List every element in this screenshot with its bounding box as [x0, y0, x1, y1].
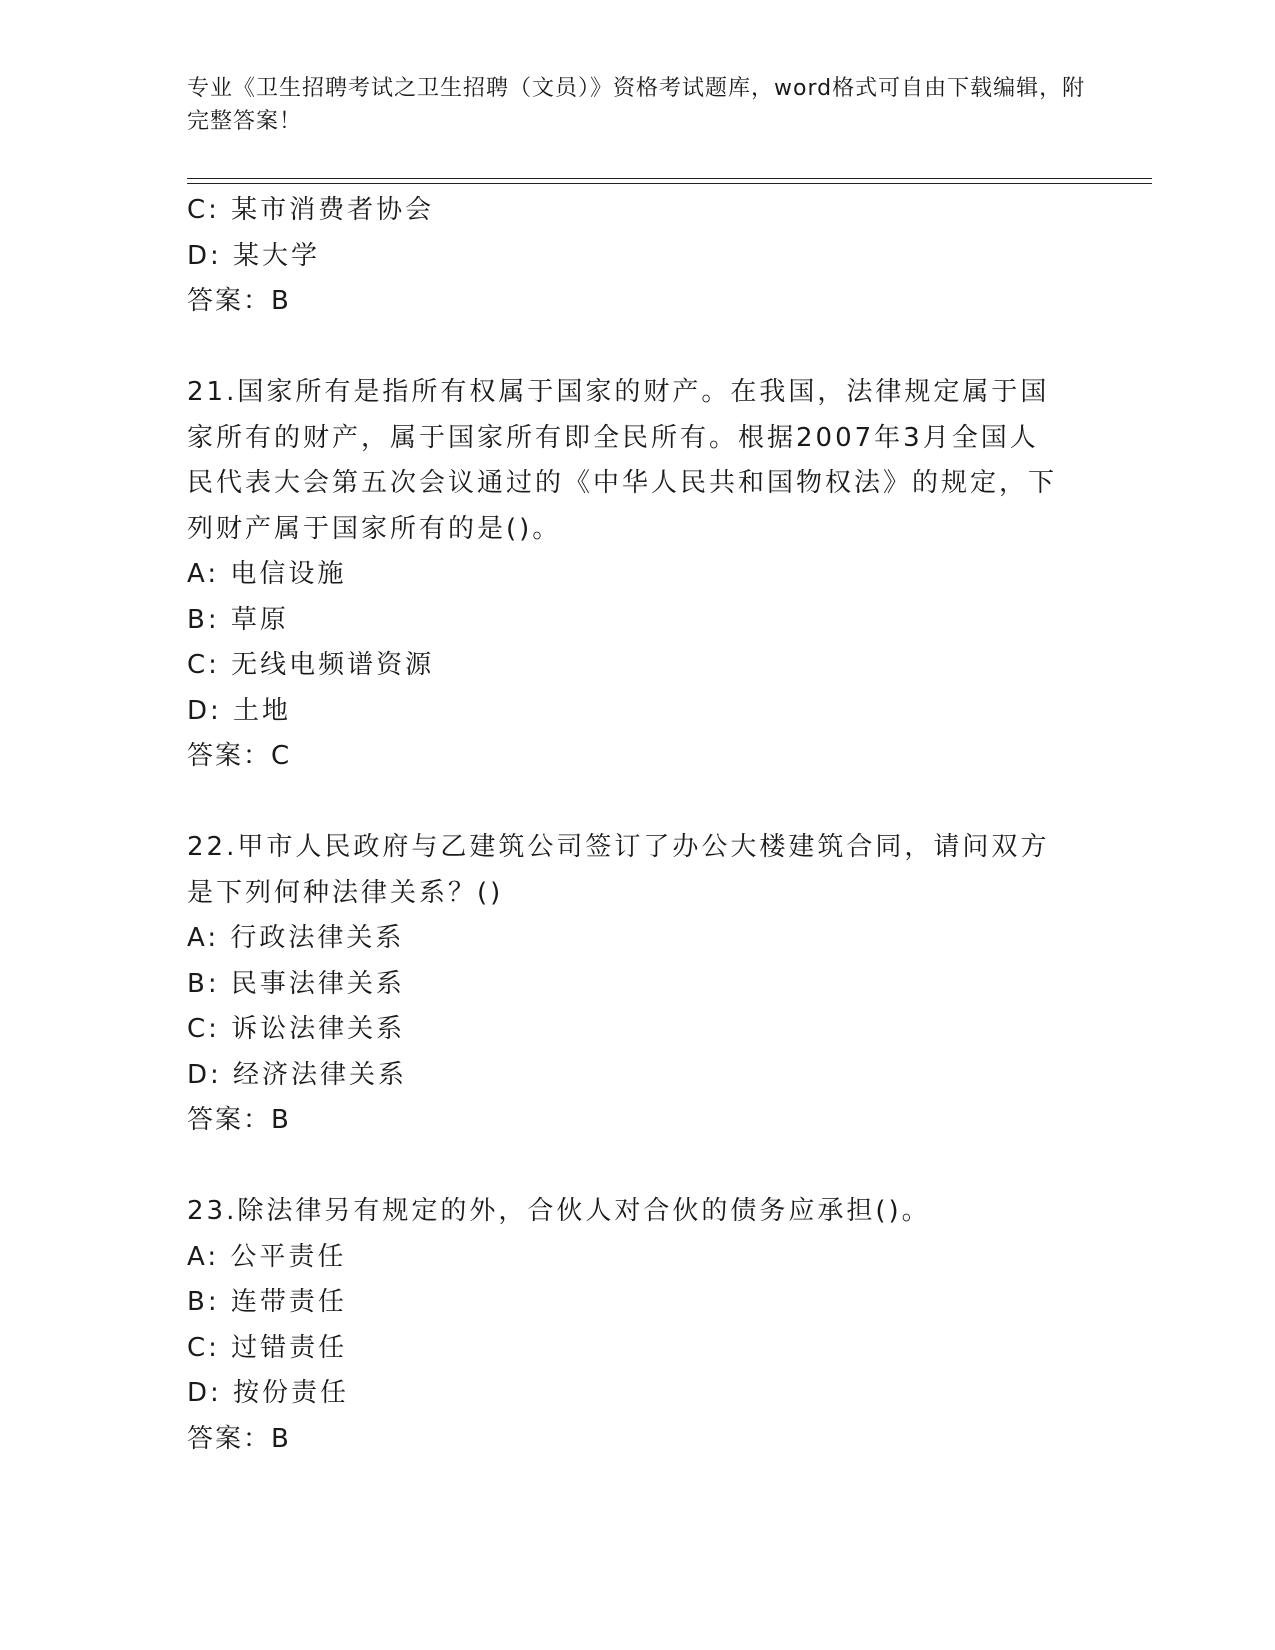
option-b: B: 民事法律关系 [187, 968, 405, 999]
option-c: C: 某市消费者协会 [187, 195, 435, 225]
spacer [187, 1144, 1087, 1190]
option-d: D: 按份责任 [187, 1378, 350, 1408]
option-d: D: 经济法律关系 [187, 1059, 408, 1090]
header-rule-top [187, 178, 1152, 179]
answer-line: 答案：C [187, 741, 292, 771]
previous-question-tail [187, 188, 1087, 325]
header-rule-bottom [187, 183, 1152, 184]
option-d: D: 某大学 [187, 240, 321, 271]
question-22 [187, 825, 1087, 1144]
option-b: B: 连带责任 [187, 1287, 347, 1317]
option-a: A: 电信设施 [187, 559, 347, 589]
option-d: D: 土地 [187, 695, 292, 726]
question-stem: 22.甲市人民政府与乙建筑公司签订了办公大楼建筑合同，请问双方是下列何种法律关系？() [187, 832, 1050, 908]
option-c: C: 诉讼法律关系 [187, 1014, 406, 1044]
option-c: C: 过错责任 [187, 1332, 348, 1363]
spacer [187, 780, 1087, 826]
answer-line: 答案：B [187, 286, 291, 316]
answer-line: 答案：B [187, 1105, 291, 1135]
question-21 [187, 370, 1087, 780]
answer-line: 答案：B [187, 1423, 291, 1454]
question-23 [187, 1189, 1087, 1462]
question-stem: 21.国家所有是指所有权属于国家的财产。在我国，法律规定属于国家所有的财产，属于国家所有即全民所有。根据2007年3月全国人民代表大会第五次会议通过的《中华人民共和国物权法》的规定，下列财产属于国家所有的是()。 [187, 377, 1058, 544]
option-a: A: 公平责任 [187, 1241, 347, 1272]
option-b: B: 草原 [187, 604, 289, 635]
option-c: C: 无线电频谱资源 [187, 650, 435, 680]
question-stem: 23.除法律另有规定的外，合伙人对合伙的债务应承担()。 [187, 1196, 931, 1226]
question-content [187, 188, 1087, 1462]
spacer [187, 325, 1087, 371]
option-a: A: 行政法律关系 [187, 923, 405, 953]
document-header: 专业《卫生招聘考试之卫生招聘（文员）》资格考试题库，word格式可自由下载编辑，附完整答案！ [187, 76, 1086, 134]
